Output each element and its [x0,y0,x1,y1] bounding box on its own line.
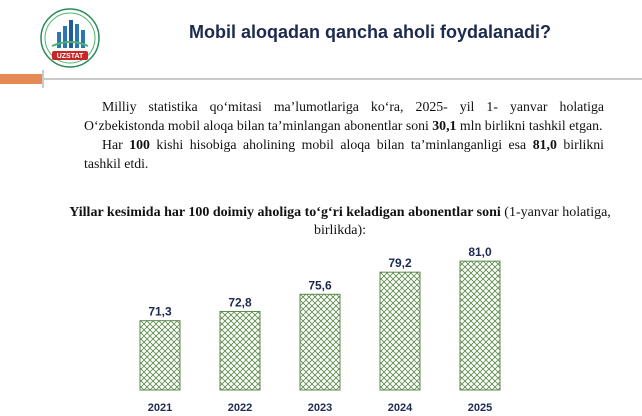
accent-bar [0,74,42,84]
page-title: Mobil aloqadan qancha aholi foydalanadi? [188,22,552,42]
data-label-2025: 81,0 [468,245,492,260]
data-label-2023: 75,6 [308,278,332,293]
bar-2022 [220,311,260,390]
chart-title: Yillar kesimida har 100 doimiy aholiga to‘g‘ri keladigan abonentlar soni (1-yanvar holatiga, birlikda): [69,205,611,238]
data-label-2021: 71,3 [148,304,172,319]
bar-2023 [300,294,340,390]
divider-tick [42,70,44,88]
x-tick-2024: 2024 [387,402,413,414]
x-tick-2025: 2025 [467,402,493,414]
paragraph-2: Har 100 kishi hisobiga aholining mobil aloqa bilan ta’minlanganligi esa 81,0 birlikni tashkil etdi. [84,137,604,171]
logo-text: UZSTAT [56,53,84,60]
x-tick-2022: 2022 [227,402,253,414]
bar-2021 [140,321,180,390]
data-label-2024: 79,2 [388,256,412,271]
divider-line [42,78,642,80]
bar-chart [0,240,642,416]
data-label-2022: 72,8 [228,295,252,310]
header-divider [0,70,642,88]
x-tick-2021: 2021 [147,402,173,414]
uzstat-logo [40,8,100,68]
description [84,97,604,173]
x-tick-2023: 2023 [307,402,333,414]
bar-2025 [460,261,500,390]
paragraph-1: Milliy statistika qo‘mitasi ma’lumotlariga ko‘ra, 2025- yil 1- yanvar holatiga O‘zbekistonda mobil aloqa bilan ta’minlangan abonentlar soni 30,1 mln birlikni tashkil etgan. [84,99,604,133]
bar-2024 [380,272,420,390]
